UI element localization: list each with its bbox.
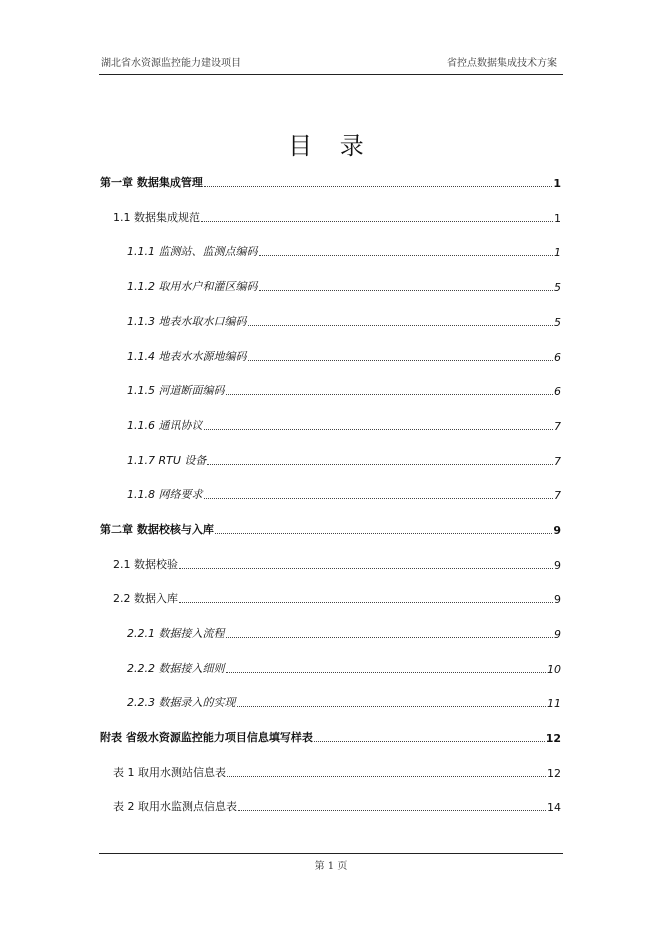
- toc-entry[interactable]: [100, 725, 561, 745]
- toc-leader-dots: [179, 601, 553, 603]
- toc-entry-label: 1.1.2 取用水户和灌区编码: [127, 280, 258, 293]
- toc-leader-dots: [227, 775, 546, 777]
- toc-entry-page: 14: [547, 801, 561, 814]
- toc-leader-dots: [259, 289, 554, 291]
- toc-leader-dots: [204, 497, 554, 499]
- toc-leader-dots: [237, 705, 547, 707]
- toc-entry[interactable]: [127, 690, 561, 710]
- toc-entry-page: 1: [553, 177, 561, 190]
- toc-entry-label: 1.1.7 RTU 设备: [127, 454, 207, 467]
- toc-entry[interactable]: [113, 205, 561, 225]
- toc-entry-page: 7: [554, 455, 561, 468]
- toc-leader-dots: [207, 463, 553, 465]
- toc-entry-label: 1.1.4 地表水水源地编码: [127, 350, 247, 363]
- toc-entry-page: 6: [554, 351, 561, 364]
- toc-entry[interactable]: [127, 482, 561, 502]
- toc-entry-page: 11: [547, 697, 561, 710]
- toc-entry-page: 1: [554, 246, 561, 259]
- toc-entry-label: 1.1.5 河道断面编码: [127, 384, 225, 397]
- toc-leader-dots: [215, 532, 553, 534]
- toc-entry[interactable]: [127, 656, 561, 676]
- toc-entry-page: 9: [553, 524, 561, 537]
- toc-entry-label: 1.1.8 网络要求: [127, 488, 203, 501]
- toc-entry-label: 1.1.3 地表水取水口编码: [127, 315, 247, 328]
- toc-entry-page: 9: [554, 559, 561, 572]
- page-footer: [99, 853, 563, 872]
- toc-leader-dots: [201, 220, 553, 222]
- header-project-name: 湖北省水资源监控能力建设项目: [101, 58, 241, 69]
- toc-entry[interactable]: [127, 448, 561, 468]
- toc-entry[interactable]: [127, 344, 561, 364]
- toc-entry[interactable]: [100, 517, 561, 537]
- toc-entry-label: 第二章 数据校核与入库: [100, 523, 214, 536]
- toc-leader-dots: [314, 740, 545, 742]
- toc-entry[interactable]: [127, 274, 561, 294]
- toc-entry-label: 表 2 取用水监测点信息表: [113, 800, 237, 813]
- toc-leader-dots: [259, 254, 554, 256]
- toc-entry-page: 9: [554, 593, 561, 606]
- toc-entry-label: 1.1.1 监测站、监测点编码: [127, 245, 258, 258]
- toc-leader-dots: [204, 428, 554, 430]
- toc-entry-page: 5: [554, 281, 561, 294]
- toc-entry-label: 附表 省级水资源监控能力项目信息填写样表: [100, 731, 313, 744]
- toc-leader-dots: [248, 324, 554, 326]
- toc-entry[interactable]: [127, 309, 561, 329]
- toc-entry-label: 2.2.2 数据接入细则: [127, 662, 225, 675]
- toc-leader-dots: [248, 359, 554, 361]
- toc-entry[interactable]: [113, 760, 561, 780]
- toc-entry-label: 2.2.3 数据录入的实现: [127, 696, 236, 709]
- toc-leader-dots: [226, 393, 554, 395]
- page-title: 目 录: [288, 132, 374, 160]
- toc-entry-label: 2.2 数据入库: [113, 592, 178, 605]
- toc-entry-page: 12: [545, 732, 561, 745]
- toc-entry-page: 9: [554, 628, 561, 641]
- toc-entry-label: 2.2.1 数据接入流程: [127, 627, 225, 640]
- toc-leader-dots: [226, 671, 547, 673]
- toc-entry-page: 10: [547, 663, 561, 676]
- toc-entry[interactable]: [113, 794, 561, 814]
- toc-entry[interactable]: [100, 170, 561, 190]
- toc-entry-label: 表 1 取用水测站信息表: [113, 766, 226, 779]
- page-header: [99, 52, 563, 75]
- toc-leader-dots: [238, 809, 546, 811]
- toc-leader-dots: [179, 567, 553, 569]
- page-number: 第 1 页: [314, 861, 348, 872]
- toc-entry[interactable]: [127, 239, 561, 259]
- toc-entry[interactable]: [113, 586, 561, 606]
- toc-entry-label: 1.1 数据集成规范: [113, 211, 200, 224]
- toc-entry-page: 1: [554, 212, 561, 225]
- toc-entry-page: 7: [554, 489, 561, 502]
- toc-entry-page: 12: [547, 767, 561, 780]
- toc-entry-label: 第一章 数据集成管理: [100, 176, 203, 189]
- toc-entry-label: 1.1.6 通讯协议: [127, 419, 203, 432]
- toc-entry[interactable]: [127, 621, 561, 641]
- toc-entry[interactable]: [127, 413, 561, 433]
- toc-entry-page: 5: [554, 316, 561, 329]
- toc-leader-dots: [226, 636, 554, 638]
- toc-entry-page: 6: [554, 385, 561, 398]
- toc-entry-label: 2.1 数据校验: [113, 558, 178, 571]
- toc-entry[interactable]: [127, 378, 561, 398]
- header-document-name: 省控点数据集成技术方案: [447, 58, 557, 69]
- toc-entry-page: 7: [554, 420, 561, 433]
- toc-leader-dots: [204, 185, 553, 187]
- toc-entry[interactable]: [113, 552, 561, 572]
